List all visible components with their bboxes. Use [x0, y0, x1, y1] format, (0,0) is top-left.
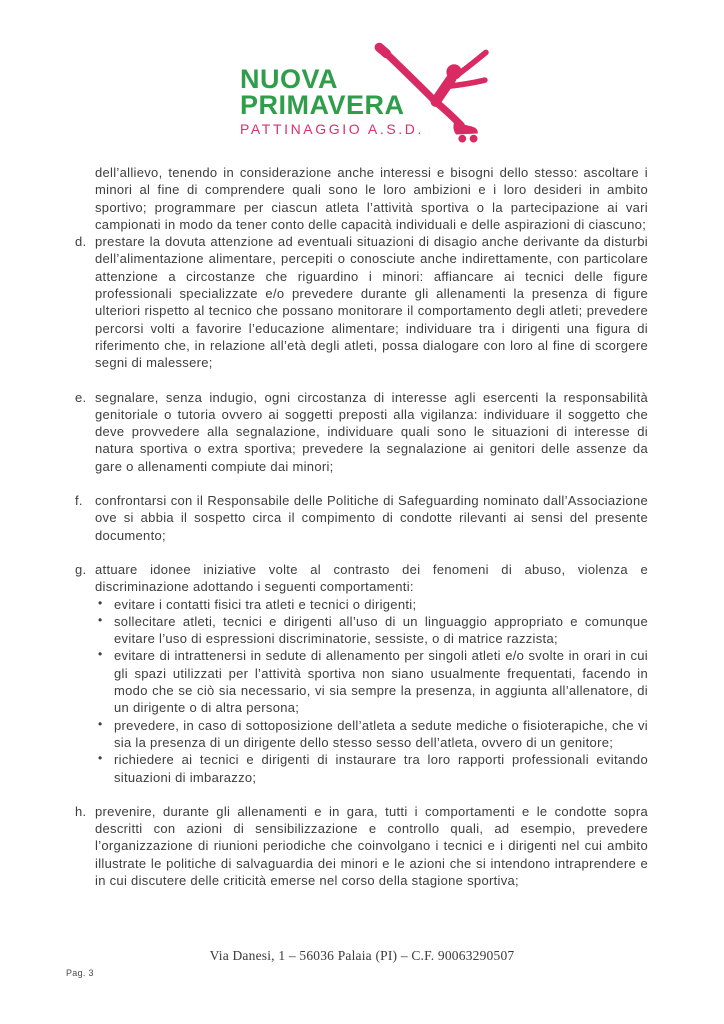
bullet-item: [95, 751, 648, 786]
bullet-text: evitare di intrattenersi in sedute di allenamento per singoli atleti e/o svolte in orari in cui gli spazi utilizzati per l’attività sportiva non siano usualmente frequentati, facendo in modo che se ciò sia necessario, vi sia sempre la presenza, in aggiunta all’allenatore, di un dirigente o di altra persona;: [114, 648, 648, 716]
bullet-item: [95, 647, 648, 716]
bullet-text: sollecitare atleti, tecnici e dirigenti all’uso di un linguaggio appropriato e comunque evitare l’uso di espressioni discriminatorie, sessiste, o di matrice razzista;: [114, 613, 648, 647]
logo-name-line1: NUOVA: [240, 64, 339, 94]
footer-address: Via Danesi, 1 – 56036 Palaia (PI) – C.F. 90063290507: [209, 948, 515, 963]
bullet-text: richiedere ai tecnici e dirigenti di instaurare tra loro rapporti professionali evitando situazioni di imbarazzo;: [114, 752, 648, 785]
bullet-dot-icon: •: [98, 595, 103, 610]
intro-paragraph: dell’allievo, tenendo in considerazione anche interessi e bisogni dello stesso: ascoltare i minori al fine di comprendere quali sono le loro ambizioni e i loro desideri in ambito sportivo; programmare per ciascun atleta l’attività sportiva o la partecipazione ai vari campionati in modo da tener conto delle capacità individuali e delle aspirazioni di ciascuno;: [95, 165, 648, 232]
list-text-f: confrontarsi con il Responsabile delle Politiche di Safeguarding nominato dall’Associazione ove si abbia il sospetto circa il compimento di condotte rilevanti ai sensi del presente documento;: [95, 493, 648, 543]
bullet-dot-icon: •: [98, 751, 103, 766]
list-item-e: [75, 389, 648, 475]
page-number: Pag. 3: [66, 968, 94, 978]
list-marker-f: f.: [75, 493, 83, 509]
list-item-f: [75, 492, 648, 544]
bullet-text: evitare i contatti fisici tra atleti e tecnici o dirigenti;: [114, 596, 417, 612]
list-text-e: segnalare, senza indugio, ogni circostanza di interesse agli esercenti la responsabilità genitoriale o tutoria ovvero ai soggetti preposti alla vigilanza: individuare il soggetto che deve provvedere alla segnalazione, individuare quali sono le situazioni di interesse di natura sportiva o extra sportiva; prevedere la segnalazione ai genitori delle assenze da gare o allenamenti compiute dai minori;: [95, 389, 648, 474]
list-marker-g: g.: [75, 561, 87, 577]
bullet-item: [95, 596, 648, 613]
bullet-item: [95, 717, 648, 752]
list-item-g: [75, 561, 648, 786]
logo-subtitle: PATTINAGGIO A.S.D.: [240, 121, 424, 137]
list-marker-e: e.: [75, 389, 87, 405]
bullet-dot-icon: •: [98, 716, 103, 731]
list-item-h: [75, 803, 648, 889]
list-text-h: prevenire, durante gli allenamenti e in gara, tutti i comportamenti e le condotte sopra descritti con azioni di sensibilizzazione e controllo quali, ad esempio, prevedere l’organizzazione di riunioni periodiche che coinvolgano i tecnici e i dirigenti nel cui ambito illustrate le politiche di salvaguardia dei minori e le azioni che si intendono intraprendere e in cui discutere delle criticità emerse nel corso della stagione sportiva;: [95, 803, 648, 888]
logo: [0, 40, 724, 152]
list-item-d: [75, 233, 648, 371]
list-marker-h: h.: [75, 803, 87, 819]
bullet-dot-icon: •: [98, 647, 103, 662]
sub-bullet-list: [95, 596, 648, 786]
figure-skater-icon: [372, 40, 490, 148]
bullet-item: [95, 613, 648, 648]
bullet-dot-icon: •: [98, 612, 103, 627]
bullet-text: prevedere, in caso di sottoposizione dell’atleta a sedute mediche o fisioterapiche, che vi sia la presenza di un dirigente dello stesso sesso dell’atleta, ovvero di un genitore;: [114, 717, 648, 750]
list-marker-d: d.: [75, 234, 87, 250]
list-text-g: attuare idonee iniziative volte al contrasto dei fenomeni di abuso, violenza e discriminazione adottando i seguenti comportamenti:: [95, 561, 648, 595]
logo-name-line2: PRIMAVERA: [240, 90, 405, 120]
document-body: [75, 164, 648, 889]
list-text-d: prestare la dovuta attenzione ad eventuali situazioni di disagio anche derivante da disturbi dell’alimentazione alimentare, percepiti o conosciute anche indirettamente, con particolare attenzione a circostanze che riguardino i minori: affiancare ai tecnici delle figure professionali specializzate e/o prevedere durante gli allenamenti la presenza di figure ulteriori rispetto al tecnico che possano monitorare il comportamento degli atleti; prevedere percorsi volti a favorire l’educazione alimentare; individuare tra i dirigenti una figura di riferimento che, in relazione all’età degli atleti, possa dialogare con loro al fine di scorgere segni di malessere;: [95, 234, 648, 371]
